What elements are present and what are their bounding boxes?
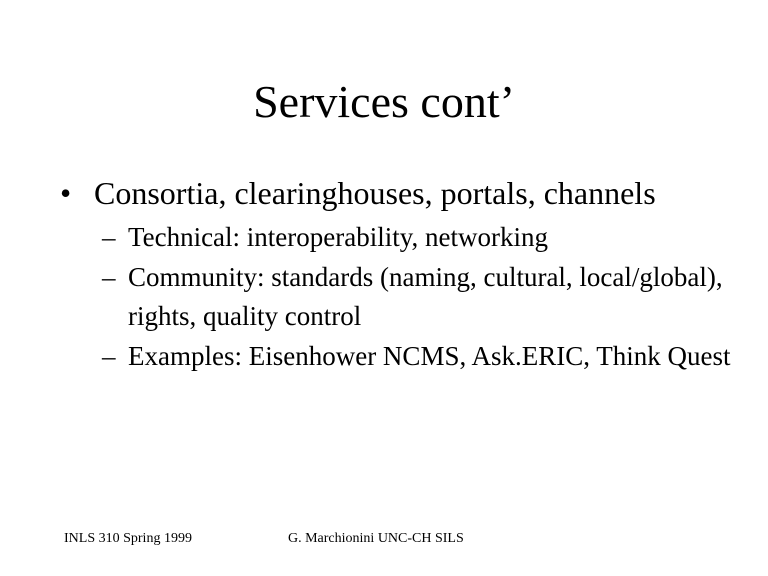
footer-author: G. Marchionini UNC-CH SILS (288, 531, 464, 546)
sub-bullet-list (102, 218, 742, 376)
sub-bullet-text: Examples: Eisenhower NCMS, Ask.ERIC, Think Quest (128, 340, 731, 371)
dash-marker: – (102, 261, 116, 292)
bullet-text: Consortia, clearinghouses, portals, channels (94, 175, 656, 211)
sub-bullet-technical (102, 218, 742, 258)
slide-title: Services cont’ (253, 76, 515, 127)
bullet-marker: • (60, 175, 72, 211)
sub-bullet-examples (102, 337, 742, 377)
sub-bullet-text: Technical: interoperability, networking (128, 222, 548, 252)
main-bullet (60, 170, 656, 216)
dash-marker: – (102, 340, 116, 371)
footer-course: INLS 310 Spring 1999 (64, 531, 192, 546)
sub-bullet-community (102, 258, 742, 337)
dash-marker: – (102, 222, 116, 252)
sub-bullet-text: Community: standards (naming, cultural, local/global), rights, quality control (128, 261, 723, 331)
